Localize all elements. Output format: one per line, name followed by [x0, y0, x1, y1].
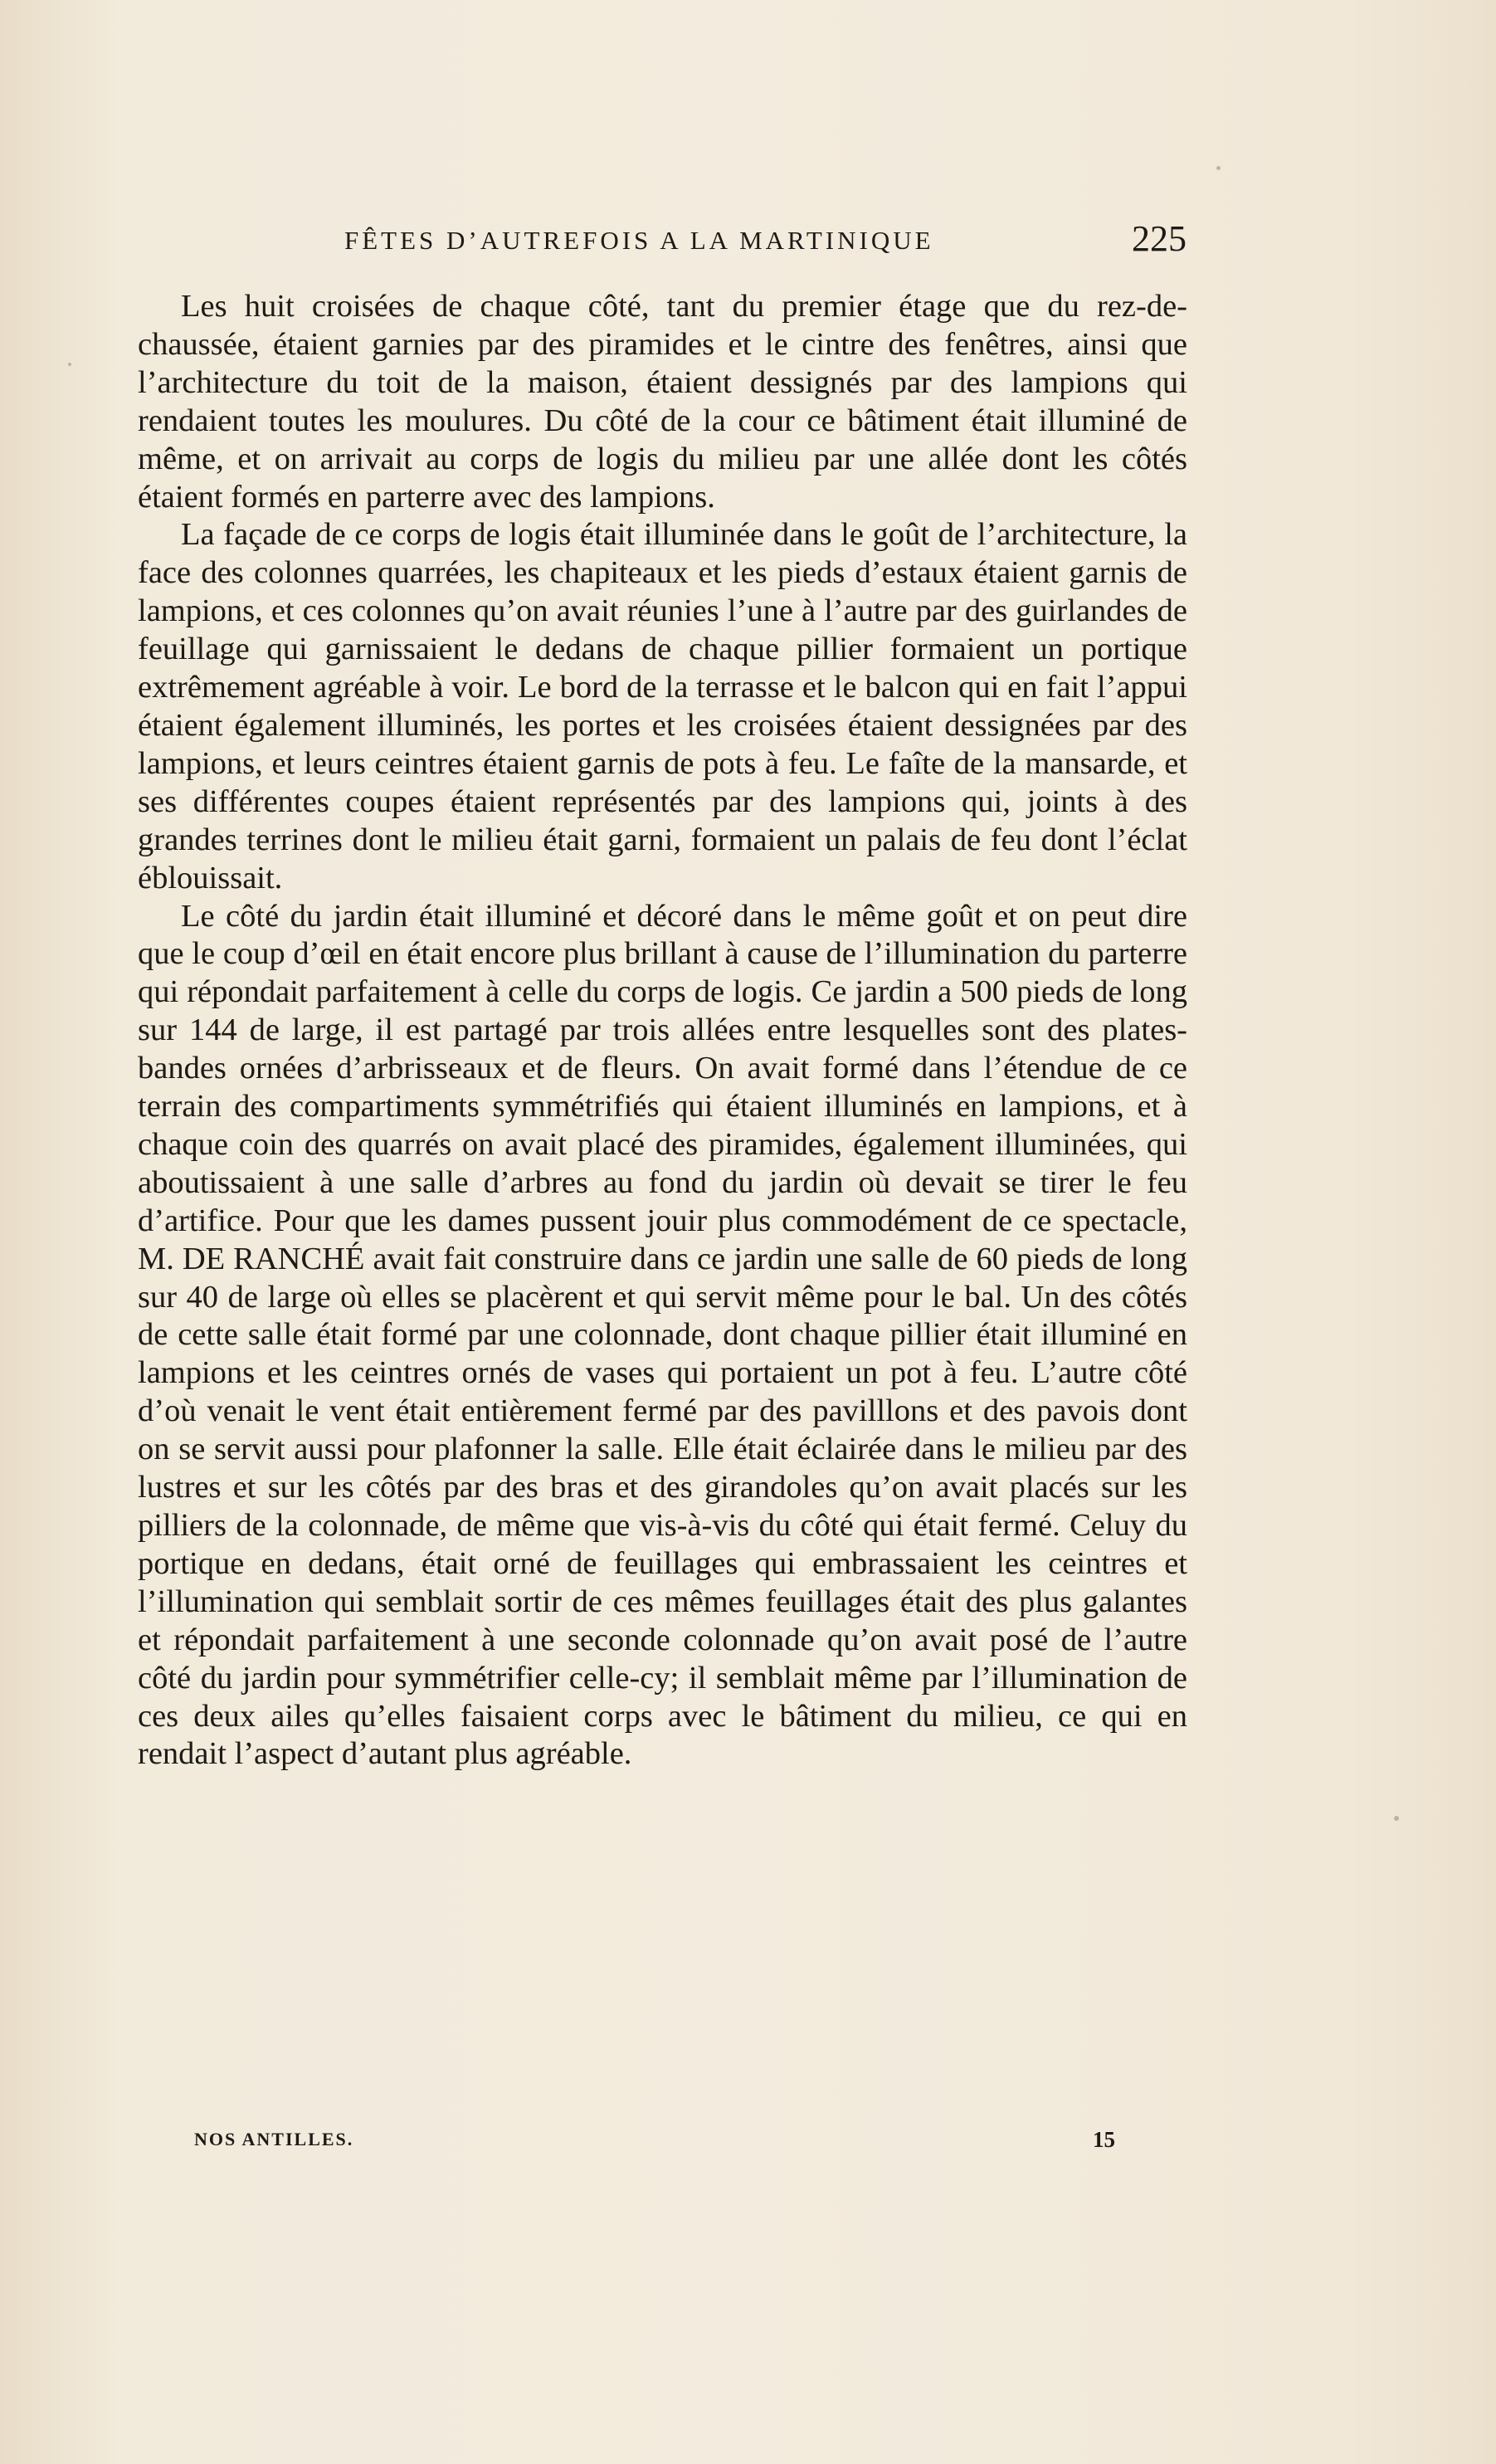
paper-speck: [1394, 1816, 1399, 1821]
signature-mark: NOS ANTILLES.: [194, 2129, 354, 2149]
paragraph-1: Les huit croisées de chaque côté, tant du premier étage que du rez-de-chaussée, étaient garnies par des piramides et le cintre des fenêtres, ainsi que l’architecture du toit de la maison, étaient dessignés par des lampions qui rendaient toutes les moulures. Du côté de la cour ce bâtiment était illuminé de même, et on arrivait au corps de logis du milieu par une allée dont les côtés étaient formés en parterre avec des lampions.: [138, 289, 1187, 515]
page-footer: [194, 2129, 1115, 2162]
body-text: [138, 288, 1187, 1774]
running-title: FÊTES D’AUTREFOIS A LA MARTINIQUE: [344, 226, 934, 255]
paragraph-3: Le côté du jardin était illuminé et décoré dans le même goût et on peut dire que le coup d’œil en était encore plus brillant à cause de l’illumination du parterre qui répondait parfaitement à celle du corps de logis. Ce jardin a 500 pieds de long sur 144 de large, il est partagé par trois allées entre lesquelles sont des plates-bandes ornées d’arbrisseaux et de fleurs. On avait formé dans l’étendue de ce terrain des compartiments symmétrifiés qui étaient illuminés en lampions, et à chaque coin des quarrés on avait placé des piramides, également illuminées, qui aboutissaient à une salle d’arbres au fond du jardin où devait se tirer le feu d’artifice. Pour que les dames pussent jouir plus commodément de ce spectacle, M. DE RANCHÉ avait fait construire dans ce jardin une salle de 60 pieds de long sur 40 de large où elles se placèrent et qui servit même pour le bal. Un des côtés de cette salle était formé par une colonnade, dont chaque pillier était illuminé en lampions et les ceintres ornés de vases qui portaient un pot à feu. L’autre côté d’où venait le vent était entièrement fermé par des pavilllons et des pavois dont on se servit aussi pour plafonner la salle. Elle était éclairée dans le milieu par des lustres et sur les côtés par des bras et des girandoles qu’on avait placés sur les pilliers de la colonnade, de même que vis-à-vis du côté qui était fermé. Celuy du portique en dedans, était orné de feuillages qui embrassaient les ceintres et l’illumination qui semblait sortir de ces mêmes feuillages était des plus galantes et répondait parfaitement à une seconde colonnade qu’on avait posé de l’autre côté du jardin pour symmétrifier celle-cy; il semblait même par l’illumination de ces deux ailes qu’elles faisaient corps avec le bâtiment du milieu, ce qui en rendait l’aspect d’autant plus agréable.: [138, 898, 1187, 1772]
page-header: [124, 217, 1187, 267]
sheet-number: 15: [1093, 2127, 1115, 2152]
paragraph-2: La façade de ce corps de logis était illuminée dans le goût de l’architecture, la face des colonnes quarrées, les chapiteaux et les pieds d’estaux étaient garnis de lampions, et ces colonnes qu’on avait réunies l’une à l’autre par des guirlandes de feuillage qui garnissaient le dedans de chaque pillier formaient un portique extrêmement agréable à voir. Le bord de la terrasse et le balcon qui en fait l’appui étaient également illuminés, les portes et les croisées étaient dessignées par des lampions, et leurs ceintres étaient garnis de pots à feu. Le faîte de la mansarde, et ses différentes coupes étaient représentés par des lampions qui, joints à des grandes terrines dont le milieu était garni, formaient un palais de feu dont l’éclat éblouissait.: [138, 517, 1187, 895]
page-number: 225: [1132, 218, 1187, 259]
paper-speck: [1216, 166, 1221, 170]
paper-speck: [68, 363, 71, 366]
